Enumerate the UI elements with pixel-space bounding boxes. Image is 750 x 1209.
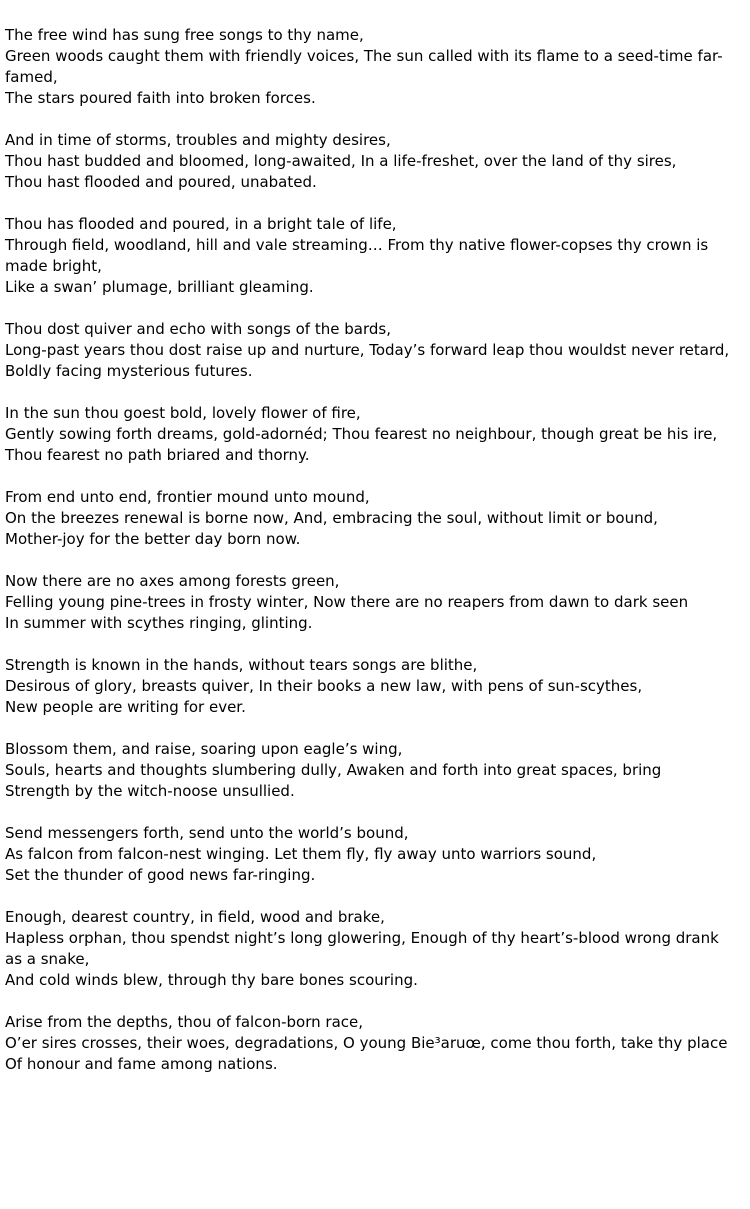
poem-line: Thou hast flooded and poured, unabated. xyxy=(5,173,317,191)
poem-line: In summer with scythes ringing, glinting. xyxy=(5,614,313,632)
stanza xyxy=(5,655,740,718)
stanza xyxy=(5,571,740,634)
poem-line: From end unto end, frontier mound unto mound, xyxy=(5,488,370,506)
poem-line: Arise from the depths, thou of falcon-born race, xyxy=(5,1013,364,1031)
stanza xyxy=(5,1012,740,1075)
poem-line: Thou has flooded and poured, in a bright tale of life, xyxy=(5,215,397,233)
poem-line: Felling young pine-trees in frosty winter, Now there are no reapers from dawn to dark seen xyxy=(5,593,689,611)
poem-line: On the breezes renewal is borne now, And, embracing the soul, without limit or bound, xyxy=(5,509,658,527)
poem-line: Souls, hearts and thoughts slumbering dully, Awaken and forth into great spaces, bring xyxy=(5,761,662,779)
poem-line: Enough, dearest country, in field, wood and brake, xyxy=(5,908,385,926)
poem-line: And in time of storms, troubles and mighty desires, xyxy=(5,131,391,149)
poem-line: Thou hast budded and bloomed, long-awaited, In a life-freshet, over the land of thy sires, xyxy=(5,152,677,170)
stanza xyxy=(5,823,740,886)
poem-line: Green woods caught them with friendly voices, The sun called with its flame to a seed-time far-famed, xyxy=(5,47,723,86)
poem-line: New people are writing for ever. xyxy=(5,698,246,716)
poem-line: In the sun thou goest bold, lovely flower of fire, xyxy=(5,404,361,422)
poem-line: Blossom them, and raise, soaring upon eagle’s wing, xyxy=(5,740,403,758)
poem-line: Long-past years thou dost raise up and nurture, Today’s forward leap thou wouldst never retard, xyxy=(5,341,730,359)
poem-line: Now there are no axes among forests green, xyxy=(5,572,340,590)
poem-line: The free wind has sung free songs to thy name, xyxy=(5,26,364,44)
poem-line: Mother-joy for the better day born now. xyxy=(5,530,301,548)
poem-line: Thou fearest no path briared and thorny. xyxy=(5,446,310,464)
poem-line: And cold winds blew, through thy bare bones scouring. xyxy=(5,971,418,989)
stanza xyxy=(5,319,740,382)
poem-line: Of honour and fame among nations. xyxy=(5,1055,278,1073)
poem-line: Strength by the witch-noose unsullied. xyxy=(5,782,295,800)
poem-line: Strength is known in the hands, without tears songs are blithe, xyxy=(5,656,478,674)
stanza xyxy=(5,487,740,550)
poem-text xyxy=(5,25,740,1096)
stanza xyxy=(5,25,740,109)
poem-line: Set the thunder of good news far-ringing. xyxy=(5,866,316,884)
poem-line: Hapless orphan, thou spendst night’s long glowering, Enough of thy heart’s-blood wrong drank as a snake, xyxy=(5,929,719,968)
stanza xyxy=(5,403,740,466)
poem-line: Desirous of glory, breasts quiver, In their books a new law, with pens of sun-scythes, xyxy=(5,677,643,695)
poem-line: O’er sires crosses, their woes, degradations, O young Bie³aruœ, come thou forth, take thy place xyxy=(5,1034,728,1052)
poem-line: Through field, woodland, hill and vale streaming… From thy native flower-copses thy crown is made bright, xyxy=(5,236,709,275)
stanza xyxy=(5,214,740,298)
stanza xyxy=(5,907,740,991)
stanza xyxy=(5,130,740,193)
stanza xyxy=(5,739,740,802)
poem-line: Boldly facing mysterious futures. xyxy=(5,362,253,380)
poem-line: Like a swan’ plumage, brilliant gleaming. xyxy=(5,278,314,296)
poem-line: As falcon from falcon-nest winging. Let them fly, fly away unto warriors sound, xyxy=(5,845,597,863)
poem-line: Send messengers forth, send unto the world’s bound, xyxy=(5,824,409,842)
poem-line: The stars poured faith into broken forces. xyxy=(5,89,316,107)
poem-line: Gently sowing forth dreams, gold-adornéd; Thou fearest no neighbour, though great be his ire, xyxy=(5,425,718,443)
poem-line: Thou dost quiver and echo with songs of the bards, xyxy=(5,320,391,338)
